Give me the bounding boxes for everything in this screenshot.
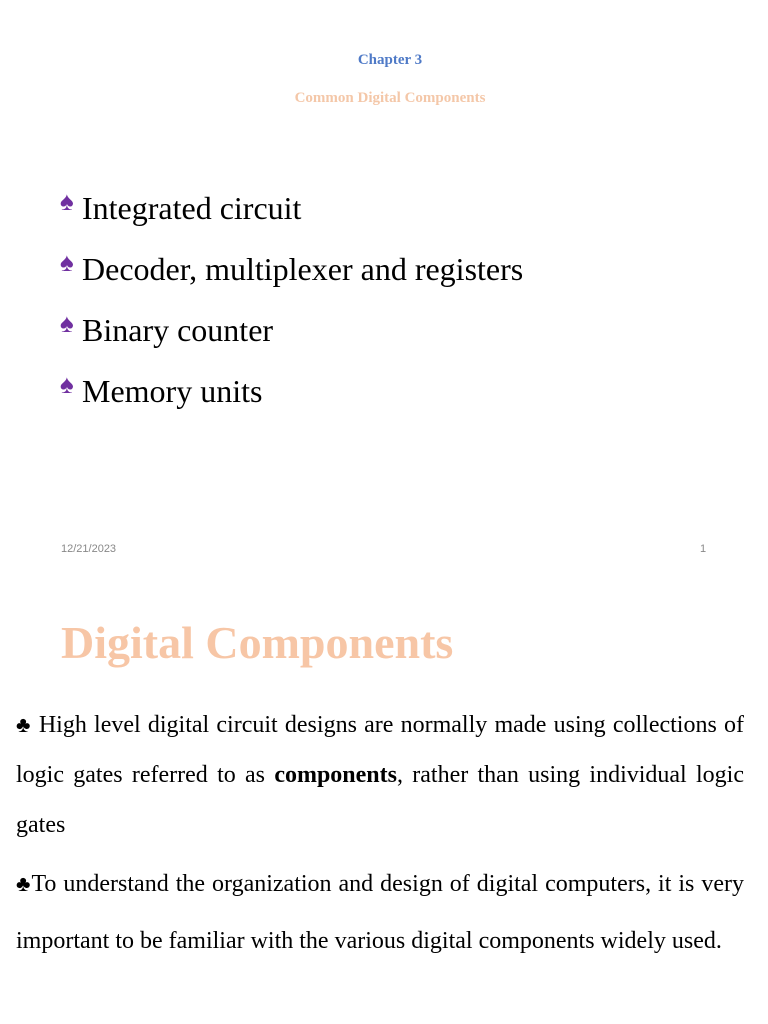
list-item bbox=[60, 178, 523, 239]
paragraph-text: To understand the organization and design of digital computers, it is very important to be familiar with the various digital components widely used. bbox=[16, 871, 745, 954]
paragraph-organization bbox=[16, 855, 744, 970]
list-item bbox=[60, 361, 523, 422]
list-item-text: Decoder, multiplexer and registers bbox=[82, 251, 524, 287]
list-item-text: Memory units bbox=[82, 373, 263, 409]
club-bullet-icon: ♣ bbox=[16, 871, 32, 896]
spade-bullet-icon: ♠ bbox=[60, 248, 74, 277]
slide-heading: Digital Components bbox=[61, 617, 454, 668]
spade-bullet-icon: ♠ bbox=[60, 309, 74, 338]
list-item bbox=[60, 300, 523, 361]
page-number: 1 bbox=[700, 543, 707, 555]
paragraph-text-before: High level digital circuit designs are normally made using collections of logic gates referred to as bbox=[16, 712, 744, 788]
list-item bbox=[60, 239, 523, 300]
list-item-text: Binary counter bbox=[82, 312, 274, 348]
spade-bullet-icon: ♠ bbox=[60, 370, 74, 399]
spade-bullet-icon: ♠ bbox=[60, 187, 74, 216]
slide-date: 12/21/2023 bbox=[61, 543, 117, 555]
topic-list bbox=[60, 178, 523, 422]
list-item-text: Integrated circuit bbox=[82, 190, 302, 226]
paragraph-components bbox=[16, 700, 744, 850]
slide-2 bbox=[0, 590, 768, 1024]
chapter-label: Chapter 3 bbox=[357, 52, 423, 68]
paragraph-text-after: , rather than using individual logic gates bbox=[16, 762, 744, 838]
slide-subtitle: Common Digital Components bbox=[294, 90, 486, 106]
paragraph-bold-term: components bbox=[274, 762, 397, 788]
club-bullet-icon: ♣ bbox=[16, 712, 32, 737]
